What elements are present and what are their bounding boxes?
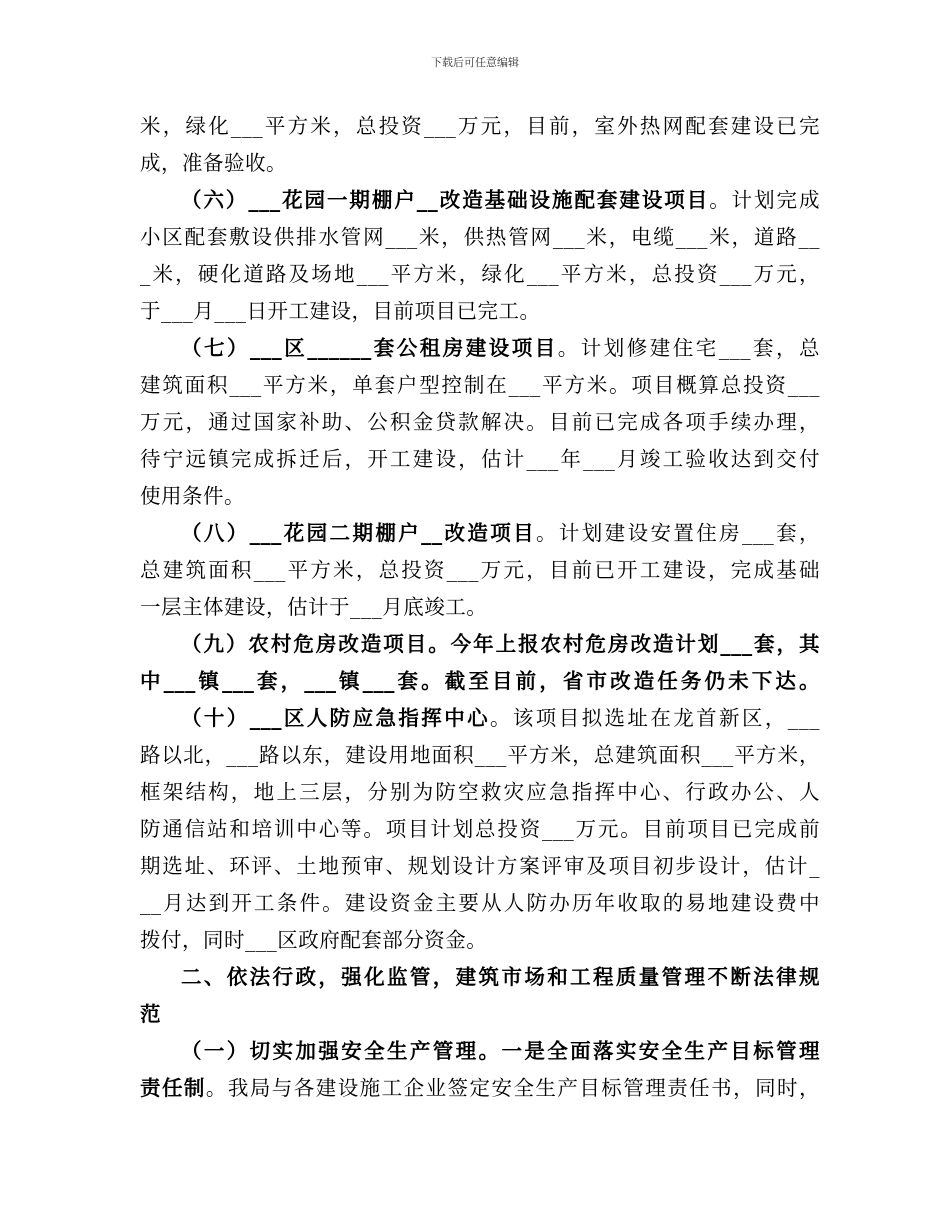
text-line: 期选址、环评、土地预审、规划设计方案评审及项目初步设计，估计_ [140, 854, 820, 878]
section-heading: （一）切实加强安全生产管理。一是全面落实安全生产目标管理 [181, 1039, 820, 1063]
document-body [140, 108, 820, 1107]
text-line: 待宁远镇完成拆迁后，开工建设，估计___年___月竣工验收达到交付 [140, 447, 820, 471]
section-heading: （九）农村危房改造项目。今年上报农村危房改造计划___套，其 [181, 632, 820, 656]
text-line: 防通信站和培训中心等。项目计划总投资___万元。目前项目已完成前 [140, 817, 820, 841]
text-line: 使用条件。 [140, 484, 245, 508]
text-line: 万元，通过国家补助、公积金贷款解决。目前已完成各项手续办理， [140, 410, 820, 434]
page-header: 下载后可任意编辑 [431, 56, 519, 69]
text-line: 建筑面积___平方米，单套户型控制在___平方米。项目概算总投资___ [140, 373, 820, 397]
text-line: 中___镇___套，___镇___套。截至目前，省市改造任务仍未下达。 [140, 669, 820, 693]
text-line: _米，硬化道路及场地___平方米，绿化___平方米，总投资___万元， [140, 262, 820, 286]
text-line: 小区配套敷设供排水管网___米，供热管网___米，电缆___米，道路__ [140, 225, 820, 249]
section-heading: （十）___区人防应急指挥中心。该项目拟选址在龙首新区，___ [181, 706, 820, 730]
text-line: 拨付，同时___区政府配套部分资金。 [140, 928, 488, 952]
chapter-heading: 二、依法行政，强化监管，建筑市场和工程质量管理不断法律规 [181, 965, 820, 989]
section-heading: （八）___花园二期棚户__改造项目。计划建设安置住房___套， [181, 521, 821, 545]
text-line: 一层主体建设，估计于___月底竣工。 [140, 595, 488, 619]
text-line: 总建筑面积___平方米，总投资___万元，目前已开工建设，完成基础 [140, 558, 820, 582]
text-line: 路以北，___路以东，建设用地面积___平方米，总建筑面积___平方米， [140, 743, 820, 767]
text-line: __月达到开工条件。建设资金主要从人防办历年收取的易地建设费中 [140, 891, 820, 915]
text-line: 成，准备验收。 [140, 151, 287, 175]
text-line: 米，绿化___平方米，总投资___万元，目前，室外热网配套建设已完 [140, 114, 820, 138]
text-line: 框架结构，地上三层，分别为防空救灾应急指挥中心、行政办公、人 [140, 780, 820, 804]
text-line: 于___月___日开工建设，目前项目已完工。 [140, 299, 541, 323]
section-heading: （七）___区______套公租房建设项目。计划修建住宅___套，总 [181, 336, 820, 360]
section-heading: （六）___花园一期棚户__改造基础设施配套建设项目。计划完成 [181, 188, 821, 212]
text-line: 责任制。我局与各建设施工企业签定安全生产目标管理责任书，同时， [140, 1076, 821, 1100]
chapter-heading: 范 [140, 1002, 161, 1026]
